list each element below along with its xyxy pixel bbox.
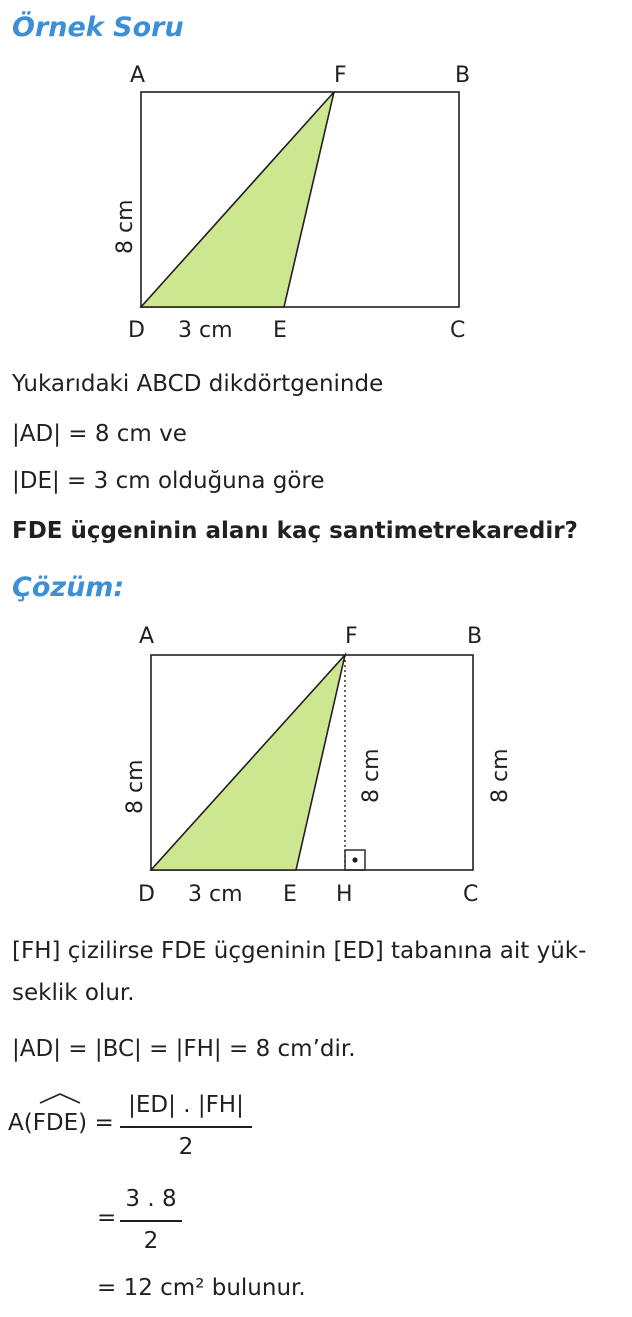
label-C: C <box>450 318 466 343</box>
solution-line-1: [FH] çizilirse FDE üçgeninin [ED] tabanına ait yük- <box>12 938 587 964</box>
label-A: A <box>139 624 155 649</box>
example-line-3: |DE| = 3 cm olduğuna göre <box>12 468 325 494</box>
fraction-bar <box>120 1220 182 1222</box>
label-E: E <box>273 318 287 343</box>
label-H: H <box>336 882 353 907</box>
label-B: B <box>467 624 483 649</box>
right-angle-dot <box>352 857 357 862</box>
label-B: B <box>455 63 471 88</box>
base-label: 3 cm <box>178 318 233 343</box>
side-label: 8 cm <box>113 199 138 254</box>
fraction-bar <box>120 1126 252 1128</box>
eq2-lhs: = <box>97 1205 117 1231</box>
example-figure <box>0 0 632 350</box>
example-line-1: Yukarıdaki ABCD dikdörtgeninde <box>12 371 384 397</box>
area-numerator: |ED| . |FH| <box>128 1092 244 1118</box>
result-line: = 12 cm² bulunur. <box>97 1275 306 1301</box>
label-C: C <box>463 882 479 907</box>
side-label: 8 cm <box>123 759 148 814</box>
example-heading: Örnek Soru <box>12 12 184 43</box>
solution-heading: Çözüm: <box>12 572 125 603</box>
eq2-numerator: 3 . 8 <box>125 1186 177 1212</box>
area-lhs: A(FDE) = <box>8 1110 114 1136</box>
arc-hat <box>38 1092 82 1104</box>
solution-figure <box>0 610 632 930</box>
base-label: 3 cm <box>188 882 243 907</box>
label-D: D <box>128 318 145 343</box>
eq2-denominator: 2 <box>143 1228 159 1254</box>
area-denominator: 2 <box>178 1134 194 1160</box>
triangle-fde <box>151 655 345 870</box>
right-side-label: 8 cm <box>488 748 513 803</box>
label-E: E <box>283 882 297 907</box>
label-F: F <box>345 624 358 649</box>
example-line-2: |AD| = 8 cm ve <box>12 421 187 447</box>
equality-line: |AD| = |BC| = |FH| = 8 cm’dir. <box>12 1036 356 1062</box>
triangle-fde <box>141 92 334 307</box>
label-A: A <box>130 63 146 88</box>
label-D: D <box>138 882 155 907</box>
height-label: 8 cm <box>359 748 384 803</box>
example-question: FDE üçgeninin alanı kaç santimetrekaredir? <box>12 518 578 544</box>
label-F: F <box>334 63 347 88</box>
solution-line-2: seklik olur. <box>12 980 135 1006</box>
